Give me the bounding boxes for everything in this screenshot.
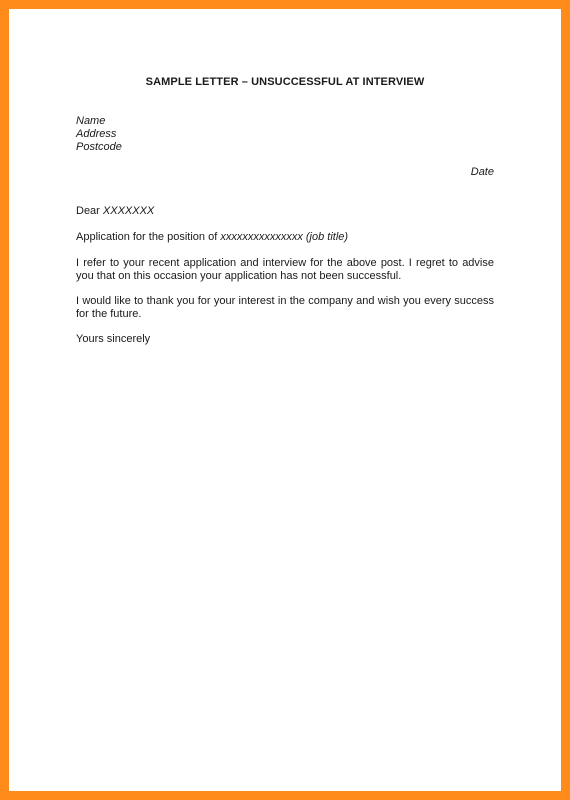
- recipient-address: Address: [76, 128, 117, 140]
- recipient-address-block: [76, 115, 122, 154]
- recipient-name: Name: [76, 115, 106, 127]
- salutation: [76, 205, 494, 218]
- subject-prefix: Application for the position of: [76, 231, 221, 243]
- recipient-postcode: Postcode: [76, 141, 122, 153]
- subject-line: [76, 231, 494, 244]
- subject-placeholder: xxxxxxxxxxxxxxx (job title): [220, 231, 349, 243]
- salutation-name: XXXXXXX: [102, 205, 155, 217]
- body-paragraph-1: I refer to your recent application and interview for the above post. I regret to advise you that on this occasion your application has not been successful.: [76, 257, 494, 282]
- letter-date: Date: [470, 166, 494, 178]
- salutation-prefix: Dear: [76, 205, 103, 217]
- body-paragraph-2: I would like to thank you for your interest in the company and wish you every success for the future.: [76, 295, 494, 320]
- closing: Yours sincerely: [76, 333, 151, 345]
- letter-page: [9, 9, 561, 791]
- letter-title: SAMPLE LETTER – UNSUCCESSFUL AT INTERVIEW: [145, 76, 425, 88]
